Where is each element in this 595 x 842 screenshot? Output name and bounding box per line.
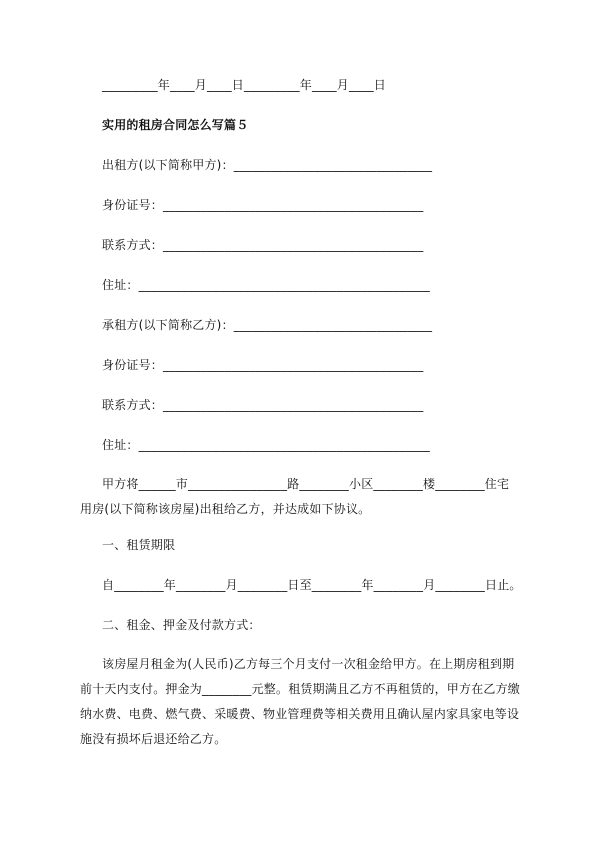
lessor-contact-line: 联系方式：__________________________________________ — [102, 238, 424, 252]
lessor-address-line: 住址：_______________________________________________ — [102, 278, 431, 292]
lessee-id-line: 身份证号：__________________________________________ — [102, 358, 424, 372]
clause1-heading: 一、租赁期限 — [102, 538, 176, 552]
lessor-name-line: 出租方(以下简称甲方)：________________________________ — [102, 158, 433, 172]
date-line: _________年____月____日_________年____月____日 — [102, 78, 387, 92]
lessee-contact-line: 联系方式：__________________________________________ — [102, 398, 424, 412]
section-title: 实用的租房合同怎么写篇５ — [102, 118, 249, 132]
lessor-id-line: 身份证号：__________________________________________ — [102, 198, 424, 212]
clause2-paragraph: 该房屋月租金为(人民币)乙方每三个月支付一次租金给甲方。在上期房租到期前十天内支付。押金为________元整。租赁期满且乙方不再租赁的，甲方在乙方缴纳水费、电费、燃气费、采暖费、物业管理费等相关费用且确认屋内家具家电等设施没有损坏后退还给乙方。 — [80, 657, 521, 746]
lessee-address-line: 住址：_______________________________________________ — [102, 438, 431, 452]
clause1-text: 自________年________月________日至________年________月________日止。 — [102, 578, 522, 592]
clause2-heading: 二、租金、押金及付款方式： — [102, 618, 261, 632]
lessee-name-line: 承租方(以下简称乙方)：________________________________ — [102, 318, 433, 332]
intro-paragraph: 甲方将______市________________路________小区________楼________住宅用房(以下简称该房屋)出租给乙方，并达成如下协议。 — [80, 477, 510, 516]
